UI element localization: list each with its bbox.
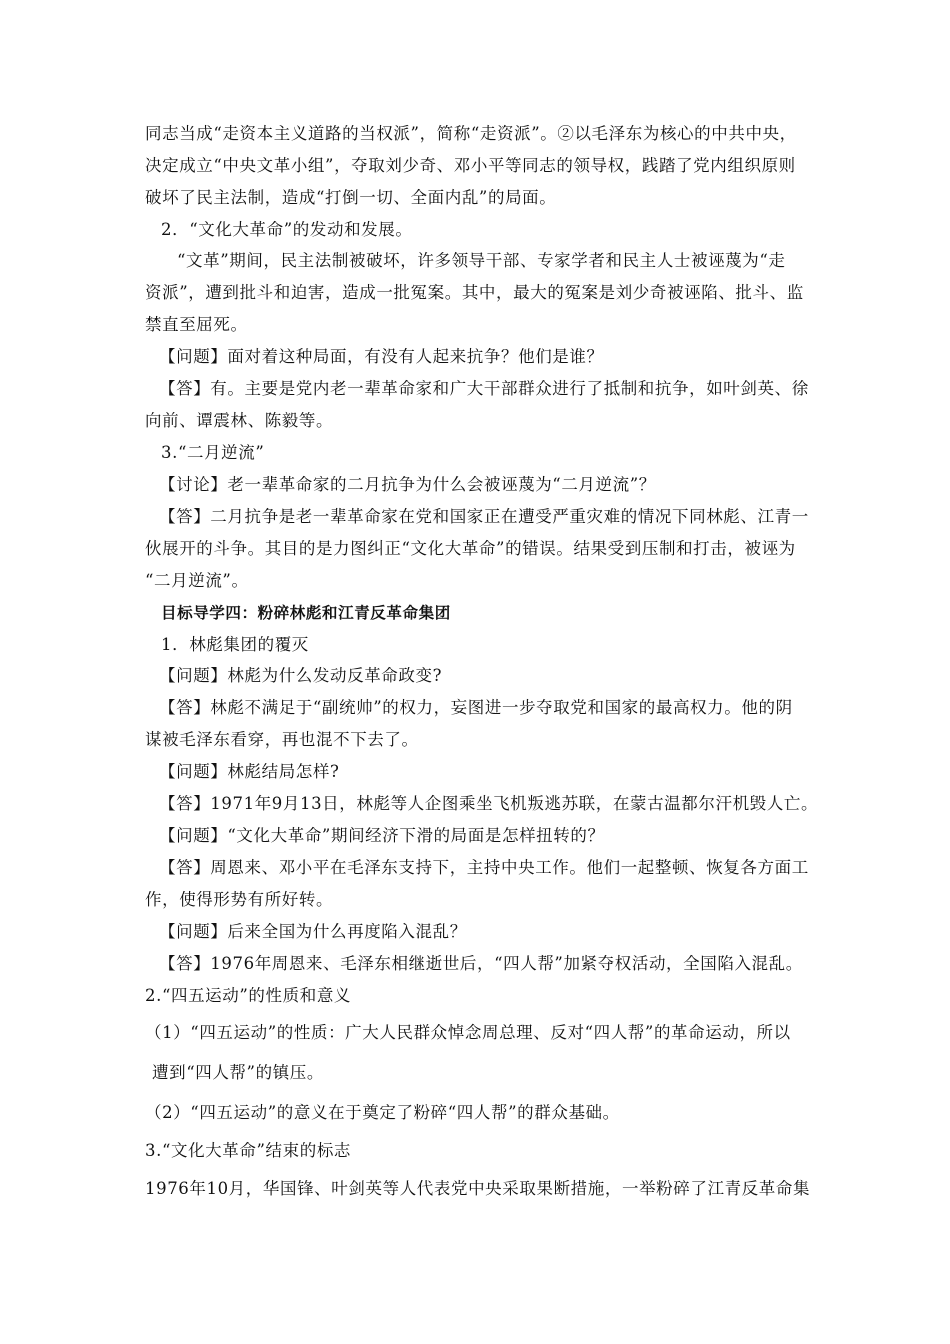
- section-heading: 2.“四五运动”的性质和意义: [145, 986, 352, 1005]
- section-heading: 2．“文化大革命”的发动和发展。: [161, 220, 413, 239]
- section-heading: 1．林彪集团的覆灭: [161, 635, 309, 654]
- goal-heading: 目标导学四：粉碎林彪和江青反革命集团: [161, 604, 451, 622]
- text-line: （1）“四五运动”的性质：广大人民群众悼念周总理、反对“四人帮”的革命运动，所以: [145, 1023, 791, 1042]
- text-line: 资派”，遭到批斗和迫害，造成一批冤案。其中，最大的冤案是刘少奇被诬陷、批斗、监: [145, 283, 804, 302]
- question-line: 【问题】林彪结局怎样?: [159, 762, 340, 781]
- text-line: 谋被毛泽东看穿，再也混不下去了。: [145, 730, 419, 749]
- question-line: 【问题】后来全国为什么再度陷入混乱？: [159, 922, 467, 941]
- text-line: “二月逆流”。: [145, 571, 249, 590]
- answer-line: 【答】1971年9月13日，林彪等人企图乘坐飞机叛逃苏联，在蒙古温都尔汗机毁人亡。: [159, 794, 819, 813]
- text-line: “文革”期间，民主法制被破坏，许多领导干部、专家学者和民主人士被诬蔑为“走: [177, 251, 786, 270]
- answer-line: 【答】二月抗争是老一辈革命家在党和国家正在遭受严重灾难的情况下同林彪、江青一: [159, 507, 809, 526]
- section-heading: 3.“文化大革命”结束的标志: [145, 1141, 352, 1160]
- question-line: 【问题】林彪为什么发动反革命政变?: [159, 666, 443, 685]
- text-line: 作，使得形势有所好转。: [145, 890, 334, 909]
- answer-line: 【答】1976年周恩来、毛泽东相继逝世后，“四人帮”加紧夺权活动，全国陷入混乱。: [159, 954, 803, 973]
- text-line: （2）“四五运动”的意义在于奠定了粉碎“四人帮”的群众基础。: [145, 1103, 620, 1122]
- question-line: 【问题】“文化大革命”期间经济下滑的局面是怎样扭转的？: [159, 826, 605, 845]
- section-heading: 3.“二月逆流”: [161, 443, 265, 462]
- text-line: 遭到“四人帮”的镇压。: [152, 1063, 324, 1082]
- answer-line: 【答】周恩来、邓小平在毛泽东支持下，主持中央工作。他们一起整顿、恢复各方面工: [159, 858, 809, 877]
- discussion-line: 【讨论】老一辈革命家的二月抗争为什么会被诬蔑为“二月逆流”？: [159, 475, 656, 494]
- text-line: 同志当成“走资本主义道路的当权派”，简称“走资派”。②以毛泽东为核心的中共中央，: [145, 124, 797, 143]
- text-line: 向前、谭震林、陈毅等。: [145, 411, 334, 430]
- text-line: 1976年10月，华国锋、叶剑英等人代表党中央采取果断措施，一举粉碎了江青反革命集: [145, 1179, 811, 1198]
- text-line: 伙展开的斗争。其目的是力图纠正“文化大革命”的错误。结果受到压制和打击，被诬为: [145, 539, 796, 558]
- text-line: 决定成立“中央文革小组”，夺取刘少奇、邓小平等同志的领导权，践踏了党内组织原则: [145, 156, 796, 175]
- text-line: 禁直至屈死。: [145, 315, 248, 334]
- text-line: 破坏了民主法制，造成“打倒一切、全面内乱”的局面。: [145, 188, 557, 207]
- question-line: 【问题】面对着这种局面，有没有人起来抗争？他们是谁？: [159, 347, 604, 366]
- answer-line: 【答】有。主要是党内老一辈革命家和广大干部群众进行了抵制和抗争，如叶剑英、徐: [159, 379, 809, 398]
- answer-line: 【答】林彪不满足于“副统帅”的权力，妄图进一步夺取党和国家的最高权力。他的阴: [159, 698, 793, 717]
